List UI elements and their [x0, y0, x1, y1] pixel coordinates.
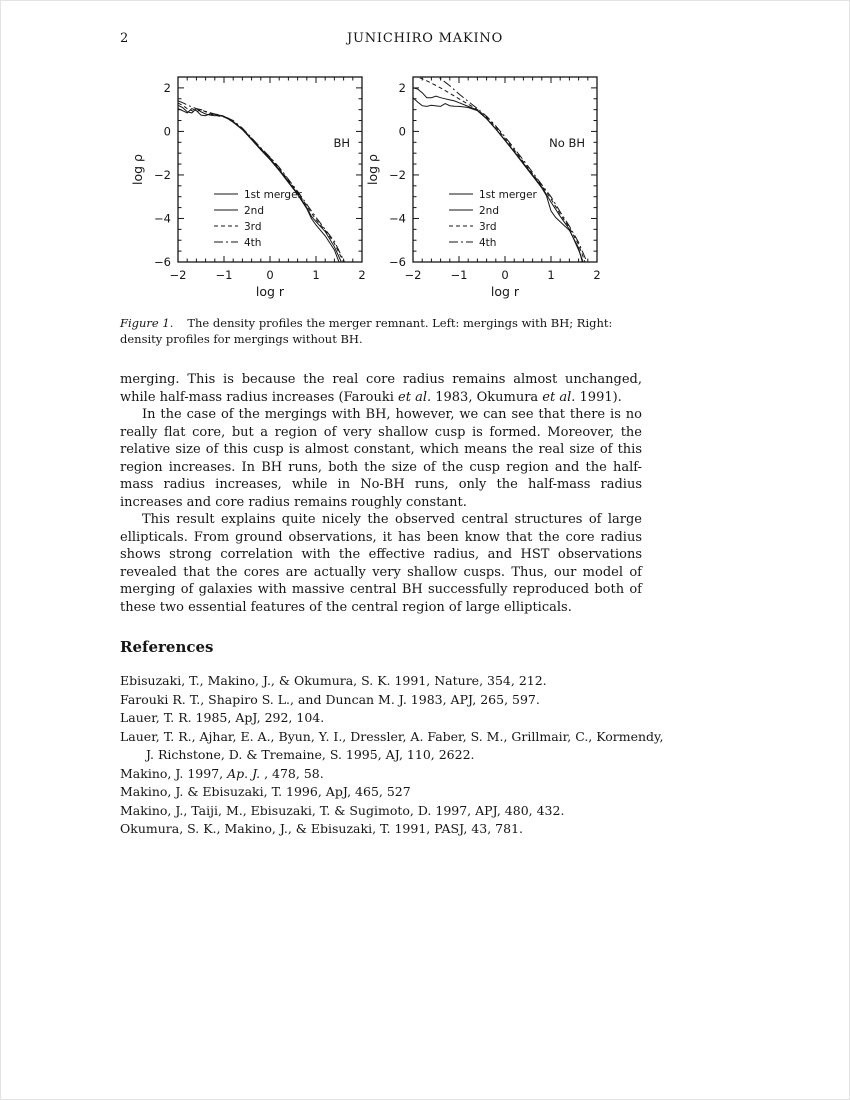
svg-text:3rd: 3rd [479, 221, 497, 233]
svg-text:No BH: No BH [549, 136, 585, 150]
reference-item: Makino, J., Taiji, M., Ebisuzaki, T. & Sugimoto, D. 1997, APJ, 480, 432. [120, 802, 565, 818]
svg-text:4th: 4th [479, 237, 497, 249]
svg-text:−4: −4 [154, 211, 171, 226]
svg-text:log r: log r [490, 284, 520, 299]
svg-text:1: 1 [547, 268, 555, 282]
paragraph-3: This result explains quite nicely the observed central structures of large ellipticals. From ground observations, it has been know that the core radius shows strong correlation with the effective radius, and HST observations revealed that the cores are actually very shallow cusps. Thus, our model of merging of galaxies with massive central BH successfully reproduced both of these two essential features of the central region of large ellipticals. [120, 512, 642, 615]
svg-text:log ρ: log ρ [365, 154, 380, 185]
svg-text:−6: −6 [389, 255, 406, 269]
svg-text:1st merger: 1st merger [244, 189, 302, 201]
svg-text:−2: −2 [404, 268, 422, 282]
article-body [120, 371, 642, 616]
reference-item: Lauer, T. R., Ajhar, E. A., Byun, Y. I., Dressler, A. Faber, S. M., Grillmair, C., Kormendy, J. Richstone, D. & Tremaine, S. 1995, AJ, 110, 2622. [120, 728, 664, 762]
svg-text:2nd: 2nd [479, 205, 500, 217]
reference-item: Farouki R. T., Shapiro S. L., and Duncan M. J. 1983, APJ, 265, 597. [120, 691, 540, 707]
svg-text:1st merger: 1st merger [479, 189, 537, 201]
svg-text:1: 1 [312, 268, 320, 282]
svg-text:−1: −1 [215, 268, 233, 282]
reference-item: Lauer, T. R. 1985, ApJ, 292, 104. [120, 710, 325, 725]
svg-text:log r: log r [255, 284, 285, 299]
svg-text:BH: BH [333, 136, 350, 150]
svg-text:−4: −4 [389, 211, 406, 226]
density-profile-plot-no-bh [363, 71, 603, 303]
reference-item: Okumura, S. K., Makino, J., & Ebisuzaki, T. 1991, PASJ, 43, 781. [120, 821, 523, 836]
references-list [120, 672, 665, 839]
reference-item: Makino, J. 1997, Ap. J. , 478, 58. [120, 765, 324, 781]
svg-text:2: 2 [593, 268, 601, 282]
svg-text:log ρ: log ρ [130, 154, 145, 185]
svg-text:0: 0 [266, 268, 274, 282]
svg-text:2nd: 2nd [244, 205, 265, 217]
svg-text:−2: −2 [389, 167, 406, 182]
svg-text:−2: −2 [154, 167, 171, 182]
reference-item: Makino, J. & Ebisuzaki, T. 1996, ApJ, 465, 527 [120, 784, 411, 799]
svg-text:−1: −1 [450, 268, 468, 282]
svg-text:0: 0 [163, 124, 171, 139]
page-number: 2 [120, 31, 129, 46]
svg-text:−6: −6 [154, 255, 171, 269]
svg-text:2: 2 [358, 268, 366, 282]
references-heading: References [120, 638, 214, 656]
reference-item: Ebisuzaki, T., Makino, J., & Okumura, S. K. 1991, Nature, 354, 212. [120, 673, 547, 688]
paragraph-2: In the case of the mergings with BH, however, we can see that there is no really flat core, but a region of very shallow cusp is formed. Moreover, the relative size of this cusp is almost constant, which means the real size of this region increases. In BH runs, both the size of the cusp region and the half-mass radius increases, while in No-BH runs, only the half-mass radius increases and core radius remains roughly constant. [120, 407, 642, 510]
figure-caption [120, 315, 647, 347]
running-title: JUNICHIRO MAKINO [346, 31, 504, 46]
figure-1 [128, 71, 738, 303]
svg-text:0: 0 [398, 124, 406, 139]
svg-text:2: 2 [163, 80, 171, 95]
svg-text:2: 2 [398, 80, 406, 95]
figure-caption-label: Figure 1. [120, 316, 174, 330]
svg-text:3rd: 3rd [244, 221, 262, 233]
density-profile-plot-bh [128, 71, 368, 303]
svg-text:4th: 4th [244, 237, 262, 249]
svg-text:−2: −2 [169, 268, 187, 282]
figure-caption-text: The density profiles the merger remnant. Left: mergings with BH; Right: density profiles for mergings without BH. [120, 316, 613, 347]
svg-text:0: 0 [501, 268, 509, 282]
paragraph-1: merging. This is because the real core radius remains almost unchanged, while half-mass radius increases (Farouki et al. 1983, Okumura et al. 1991). [120, 372, 642, 405]
